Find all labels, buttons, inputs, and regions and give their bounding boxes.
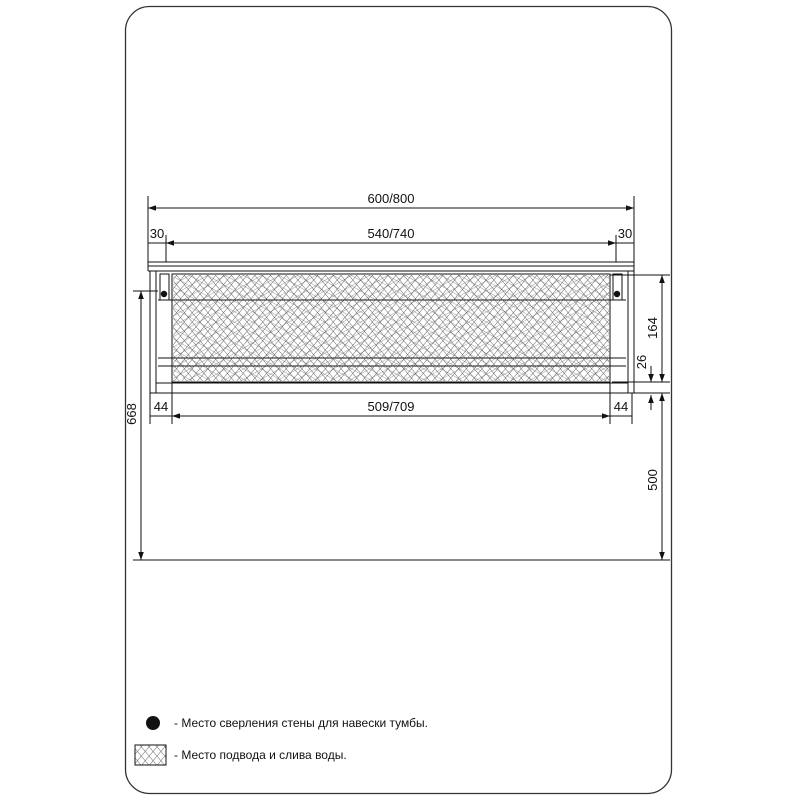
legend xyxy=(135,716,428,765)
dim-height-upper: 164 xyxy=(645,317,660,339)
dim-bottom-offset-right: 44 xyxy=(613,399,629,414)
dim-inner-width: 540/740 xyxy=(367,226,415,241)
dim-bottom-width: 509/709 xyxy=(367,399,415,414)
dim-side-offset-left: 30 xyxy=(149,226,165,241)
dim-bottom-offset-left: 44 xyxy=(153,399,169,414)
water-zone xyxy=(173,275,609,381)
dim-overall-width: 600/800 xyxy=(367,191,415,206)
drill-point-icon xyxy=(146,716,160,730)
drill-point-right xyxy=(614,291,620,297)
dim-height-total: 668 xyxy=(124,403,139,425)
drill-point-left xyxy=(161,291,167,297)
legend-water-text: - Место подвода и слива воды. xyxy=(174,748,347,762)
dim-side-offset-right: 30 xyxy=(617,226,633,241)
legend-drill-text: - Место сверления стены для навески тумбы. xyxy=(174,716,428,730)
crosshatch-icon xyxy=(135,745,166,765)
dim-height-gap: 26 xyxy=(634,354,649,370)
mount-bracket-right xyxy=(613,274,622,300)
mount-bracket-left xyxy=(160,274,169,300)
dim-height-floor: 500 xyxy=(645,469,660,491)
